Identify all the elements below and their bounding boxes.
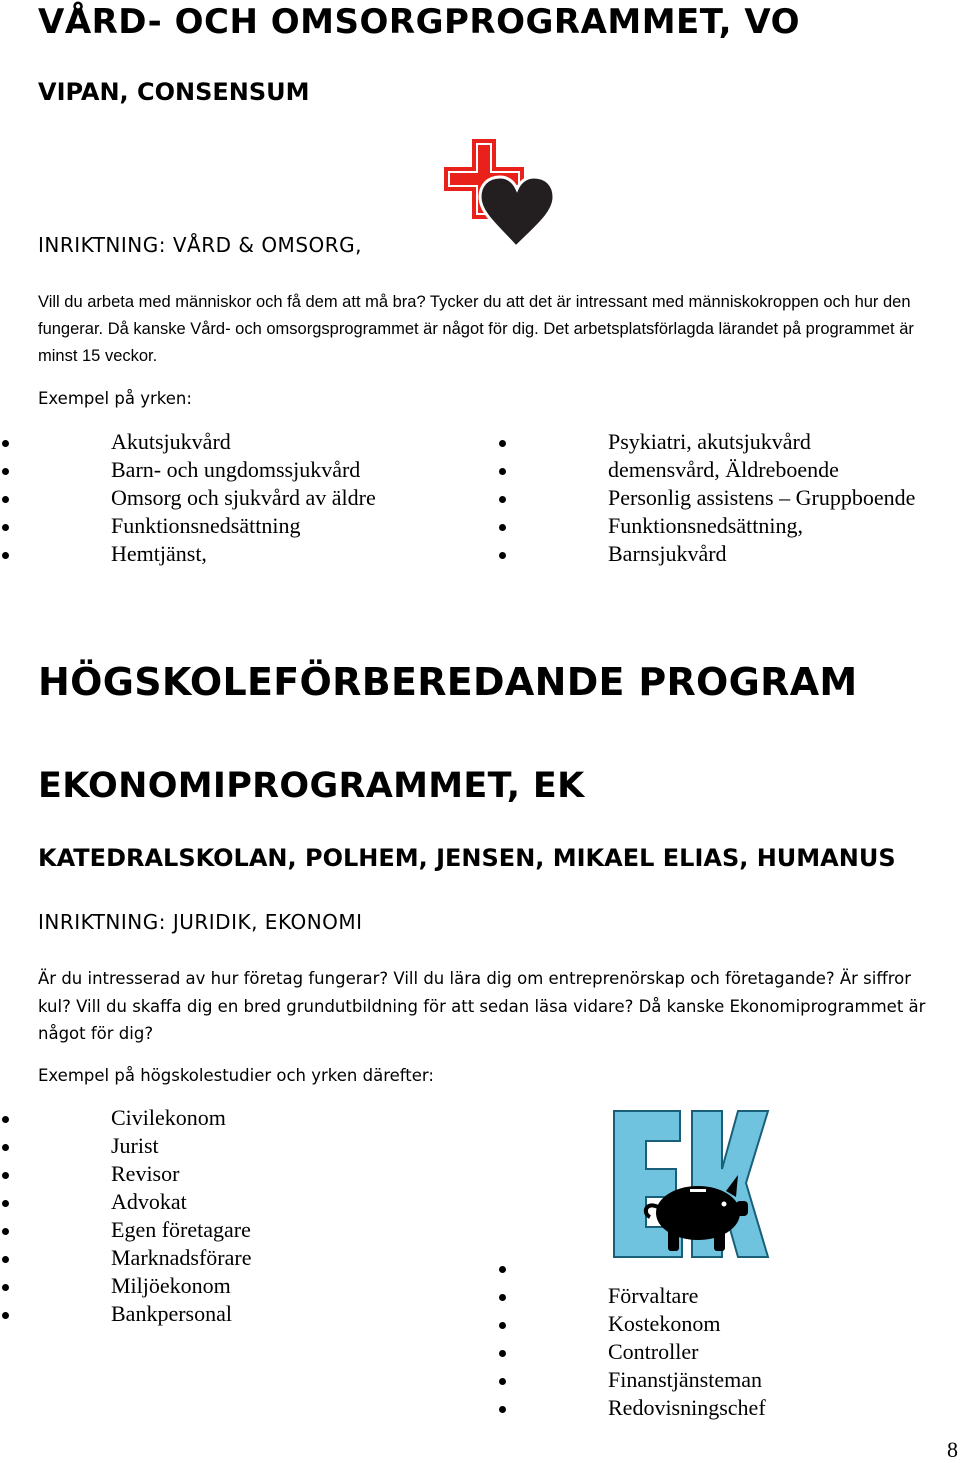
bullet-icon (2, 440, 9, 447)
bullet-icon (2, 1284, 9, 1291)
list-item: Civilekonom (0, 1104, 480, 1132)
bullet-icon (2, 1172, 9, 1179)
list-item: Akutsjukvård (0, 428, 480, 456)
list-item: Advokat (0, 1188, 480, 1216)
bullet-icon (499, 1266, 506, 1273)
bullet-icon (499, 1294, 506, 1301)
bullet-icon (499, 1406, 506, 1413)
list-item (497, 1254, 957, 1282)
section-heading: HÖGSKOLEFÖRBEREDANDE PROGRAM (38, 660, 858, 704)
list-item: Finanstjänsteman (497, 1366, 957, 1394)
bullet-icon (499, 1322, 506, 1329)
list-item: Omsorg och sjukvård av äldre (0, 484, 480, 512)
vo-list-left (0, 428, 480, 568)
vo-schools: VIPAN, CONSENSUM (38, 78, 310, 106)
ek-list-right (497, 1254, 957, 1422)
bullet-icon (2, 1144, 9, 1151)
list-item: Funktionsnedsättning (0, 512, 480, 540)
bullet-icon (2, 1312, 9, 1319)
bullet-icon (2, 552, 9, 559)
red-cross-heart-icon (438, 139, 558, 249)
list-item: Psykiatri, akutsjukvård (497, 428, 957, 456)
list-item: demensvård, Äldreboende (497, 456, 957, 484)
vo-title: VÅRD- OCH OMSORGPROGRAMMET, VO (38, 2, 800, 42)
list-item: Kostekonom (497, 1310, 957, 1338)
list-item: Marknadsförare (0, 1244, 480, 1272)
bullet-icon (2, 1116, 9, 1123)
list-item: Barn- och ungdomssjukvård (0, 456, 480, 484)
bullet-icon (499, 1350, 506, 1357)
bullet-icon (499, 468, 506, 475)
list-item: Förvaltare (497, 1282, 957, 1310)
list-item: Miljöekonom (0, 1272, 480, 1300)
list-item: Hemtjänst, (0, 540, 480, 568)
bullet-icon (499, 552, 506, 559)
list-item: Controller (497, 1338, 957, 1366)
list-item: Funktionsnedsättning, (497, 512, 957, 540)
bullet-icon (499, 524, 506, 531)
vo-examples-label: Exempel på yrken: (38, 389, 192, 408)
bullet-icon (2, 496, 9, 503)
bullet-icon (2, 468, 9, 475)
bullet-icon (499, 1378, 506, 1385)
page-number: 8 (947, 1437, 958, 1462)
ek-description: Är du intresserad av hur företag fungerar? Vill du lära dig om entreprenörskap och företagande? Är siffror kul? Vill du skaffa dig en bred grundutbildning för att sedan läsa vidare? Då kanske Ekonomiprogrammet är något för dig? (38, 969, 926, 1043)
bullet-icon (499, 496, 506, 503)
list-item: Personlig assistens – Gruppboende (497, 484, 957, 512)
list-item: Redovisningschef (497, 1394, 957, 1422)
bullet-icon (499, 440, 506, 447)
bullet-icon (2, 1200, 9, 1207)
vo-list-right (497, 428, 957, 568)
list-item: Revisor (0, 1160, 480, 1188)
list-item: Jurist (0, 1132, 480, 1160)
ek-piggy-bank-icon (610, 1105, 770, 1265)
ek-list-left (0, 1104, 480, 1328)
bullet-icon (2, 1256, 9, 1263)
ek-title: EKONOMIPROGRAMMET, EK (38, 766, 585, 806)
vo-inriktning: INRIKTNING: VÅRD & OMSORG, (38, 233, 363, 257)
ek-examples-label: Exempel på högskolestudier och yrken därefter: (38, 1066, 434, 1085)
ek-schools: KATEDRALSKOLAN, POLHEM, JENSEN, MIKAEL ELIAS, HUMANUS (38, 844, 896, 872)
list-item: Egen företagare (0, 1216, 480, 1244)
bullet-icon (2, 524, 9, 531)
list-item: Barnsjukvård (497, 540, 957, 568)
list-item: Bankpersonal (0, 1300, 480, 1328)
bullet-icon (2, 1228, 9, 1235)
vo-description: Vill du arbeta med människor och få dem att må bra? Tycker du att det är intressant med människokroppen och hur den fungerar. Då kanske Vård- och omsorgsprogrammet är något för dig. Det arbetsplatsförlagda lärandet på programmet är minst 15 veckor. (38, 293, 914, 365)
ek-inriktning: INRIKTNING: JURIDIK, EKONOMI (38, 910, 363, 934)
